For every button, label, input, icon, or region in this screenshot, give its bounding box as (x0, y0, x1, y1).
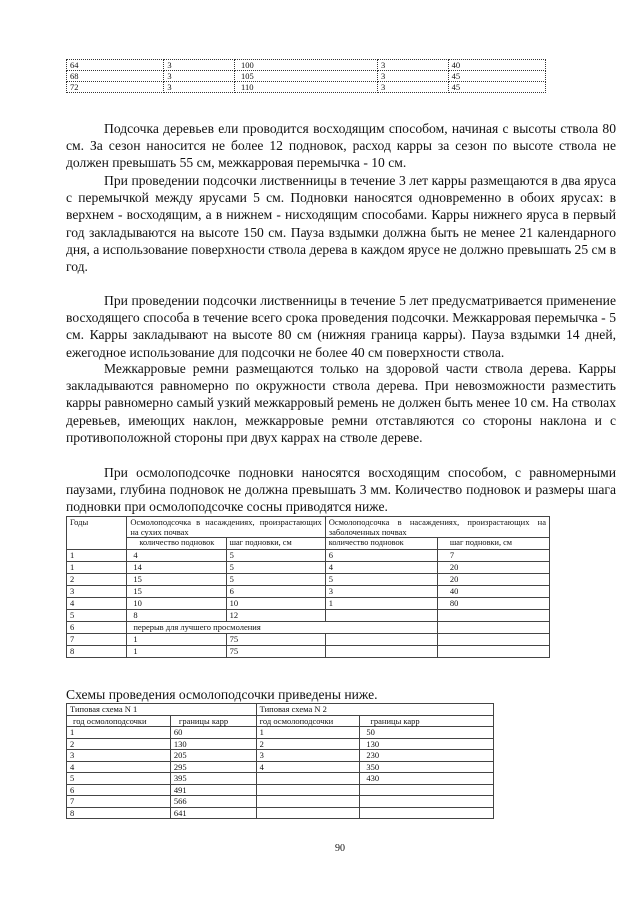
header-step-dry: шаг подновки, см (226, 538, 325, 550)
table-cell: 3 (325, 586, 437, 598)
table-cell: 350 (360, 761, 494, 773)
table-cell: 230 (360, 750, 494, 762)
schemes-table (66, 703, 494, 819)
table-row (67, 574, 550, 586)
paragraph-spruce: Подсочка деревьев ели проводится восходящим способом, начиная с высоты ствола 80 см. За сезон наносится не более 12 подновок, расход карры за сезон по высоте ствола не должен превышать 55 см, межкарровая перемычка - 10 см. (66, 121, 616, 171)
table-cell: 3 (256, 750, 360, 762)
table-cell (325, 610, 437, 622)
table-cell: 3 (164, 71, 235, 82)
table-cell: 6 (325, 550, 437, 562)
header-step-wet: шаг подновки, см (437, 538, 549, 550)
table-cell: 130 (360, 738, 494, 750)
table-cell: 7 (437, 550, 549, 562)
page-number: 90 (335, 843, 345, 854)
header-scheme-1: Типовая схема N 1 (67, 704, 257, 716)
table-cell: 3 (377, 60, 448, 71)
table-cell (437, 610, 549, 622)
table-cell: 45 (448, 82, 545, 93)
table-row (67, 550, 550, 562)
table-cell: 6 (226, 586, 325, 598)
table-cell (256, 784, 360, 796)
paragraph-inter-carre-belts: Межкарровые ремни размещаются только на здоровой части ствола дерева. Карры закладываются равномерно по окружности ствола дерева. При невозможности разместить карры равномерно самый узкий межкарровый ремень не должен быть менее 10 см. На стволах деревьев, имеющих наклон, межкарровые ремни отставляются со стороны наклона и с противоположной стороны при двух каррах на стволе дереве. (66, 361, 616, 445)
table-cell: 5 (325, 574, 437, 586)
table-cell: 1 (256, 727, 360, 739)
table-cell: 1 (127, 646, 226, 658)
header-bounds-1: границы карр (170, 715, 256, 727)
table-row (67, 784, 494, 796)
table-cell: 10 (127, 598, 226, 610)
table-cell: 68 (67, 71, 164, 82)
paragraph-larch-3-years: При проведении подсочки лиственницы в течение 3 лет карры размещаются в два яруса с перемычкой между ярусами 5 см. Подновки наносятся одновременно в обоих ярусах: в верхнем - восходящим, а в нижнем - нисходящим способами. Карры нижнего яруса в первый год закладываются на высоте 150 см. Пауза вздымки должна быть не менее 21 календарного дня, а использование поверхности ствола дерева в каждом ярусе не должно превышать 25 см в год. (66, 173, 616, 275)
table-cell: 75 (226, 634, 325, 646)
table-cell: 5 (226, 562, 325, 574)
schemes-caption: Схемы проведения осмолоподсочки приведены ниже. (66, 687, 378, 702)
table-cell: 20 (437, 574, 549, 586)
table-cell: 4 (256, 761, 360, 773)
header-count-dry: количество подновок (127, 538, 226, 550)
paragraph-larch-5-years: При проведении подсочки лиственницы в течение 5 лет предусматривается применение восходящего способа в течение всего срока проведения подсочки. Межкарровая перемычка - 5 см. Карры закладывают на высоте 80 см (нижняя граница карры). Пауза вздымки 14 дней, ежегодное использование для подсочки не более 40 см поверхности ствола. (66, 293, 616, 360)
table-row (67, 750, 494, 762)
table-cell (437, 622, 549, 634)
header-wet-soils: Осмолоподсочка в насаждениях, произрастающих на заболоченных почвах (325, 517, 549, 538)
header-year-1: год осмолоподсочки (67, 715, 171, 727)
table-row (67, 796, 494, 808)
table-cell: 205 (170, 750, 256, 762)
table-cell (360, 784, 494, 796)
table-row (67, 610, 550, 622)
header-count-wet: количество подновок (325, 538, 437, 550)
table-cell: 72 (67, 82, 164, 93)
table-cell: 566 (170, 796, 256, 808)
table-cell: 15 (127, 574, 226, 586)
table-cell: 110 (235, 82, 378, 93)
table-cell: 2 (67, 738, 171, 750)
table-cell: 4 (325, 562, 437, 574)
table-row (67, 82, 546, 93)
table-cell: 2 (256, 738, 360, 750)
table-cell: 8 (127, 610, 226, 622)
table-cell: 4 (127, 550, 226, 562)
table-cell: 60 (170, 727, 256, 739)
table-row (67, 738, 494, 750)
table-row (67, 60, 546, 71)
table-cell: 5 (67, 773, 171, 785)
table-cell: 1 (325, 598, 437, 610)
table-cell: 14 (127, 562, 226, 574)
table-cell: 7 (67, 796, 171, 808)
table-row (67, 586, 550, 598)
table-cell: 1 (67, 550, 127, 562)
table-cell: 3 (67, 750, 171, 762)
table-cell (325, 634, 437, 646)
header-year-2: год осмолоподсочки (256, 715, 360, 727)
table-row (67, 562, 550, 574)
table-cell (360, 796, 494, 808)
table-row (67, 646, 550, 658)
table-cell: 3 (377, 82, 448, 93)
table-cell (256, 807, 360, 819)
table-cell: 80 (437, 598, 549, 610)
table-cell: 50 (360, 727, 494, 739)
table-cell: 8 (67, 807, 171, 819)
table-cell: 5 (226, 574, 325, 586)
table-cell: 15 (127, 586, 226, 598)
table-cell: 4 (67, 761, 171, 773)
table-cell: 5 (226, 550, 325, 562)
table-cell: 12 (226, 610, 325, 622)
header-scheme-2: Типовая схема N 2 (256, 704, 493, 716)
table-cell: 8 (67, 646, 127, 658)
table-cell: 1 (127, 634, 226, 646)
break-note: перерыв для лучшего просмоления (127, 622, 438, 634)
table-cell: 6 (67, 784, 171, 796)
table-row (67, 761, 494, 773)
table-cell: 1 (67, 727, 171, 739)
table-cell: 75 (226, 646, 325, 658)
table-cell: 491 (170, 784, 256, 796)
table-cell: 641 (170, 807, 256, 819)
table-cell: 10 (226, 598, 325, 610)
header-bounds-2: границы карр (360, 715, 494, 727)
table-cell (256, 773, 360, 785)
table-cell: 3 (164, 82, 235, 93)
table-row (67, 727, 494, 739)
table-cell: 7 (67, 634, 127, 646)
table-cell (360, 807, 494, 819)
table-cell: 3 (377, 71, 448, 82)
table-cell: 6 (67, 622, 127, 634)
table-cell (325, 646, 437, 658)
paragraph-resin-tapping: При осмолоподсочке подновки наносятся восходящим способом, с равномерными паузами, глубина подновок не должна превышать 3 мм. Количество подновок и размеры шага подновки при осмолоподсочке сосны приводятся ниже. (66, 465, 616, 515)
header-years: Годы (67, 517, 127, 550)
table-row (67, 807, 494, 819)
growth-continuation-table (66, 59, 546, 93)
table-cell: 1 (67, 562, 127, 574)
table-cell: 100 (235, 60, 378, 71)
table-cell: 3 (67, 586, 127, 598)
table-cell (437, 634, 549, 646)
table-cell (256, 796, 360, 808)
table-cell: 430 (360, 773, 494, 785)
table-cell: 105 (235, 71, 378, 82)
table-cell: 295 (170, 761, 256, 773)
table-cell (437, 646, 549, 658)
table-cell: 20 (437, 562, 549, 574)
table-row (67, 773, 494, 785)
table-row (67, 71, 546, 82)
table-cell: 5 (67, 610, 127, 622)
table-cell: 3 (164, 60, 235, 71)
table-cell: 45 (448, 71, 545, 82)
table-cell: 40 (448, 60, 545, 71)
resin-tapping-table (66, 516, 550, 658)
table-cell: 130 (170, 738, 256, 750)
table-cell: 4 (67, 598, 127, 610)
header-dry-soils: Осмолоподсочка в насаждениях, произрастающих на сухих почвах (127, 517, 325, 538)
table-cell: 2 (67, 574, 127, 586)
table-cell: 40 (437, 586, 549, 598)
table-row (67, 634, 550, 646)
table-row-break (67, 622, 550, 634)
table-cell: 395 (170, 773, 256, 785)
table-cell: 64 (67, 60, 164, 71)
table-row (67, 598, 550, 610)
